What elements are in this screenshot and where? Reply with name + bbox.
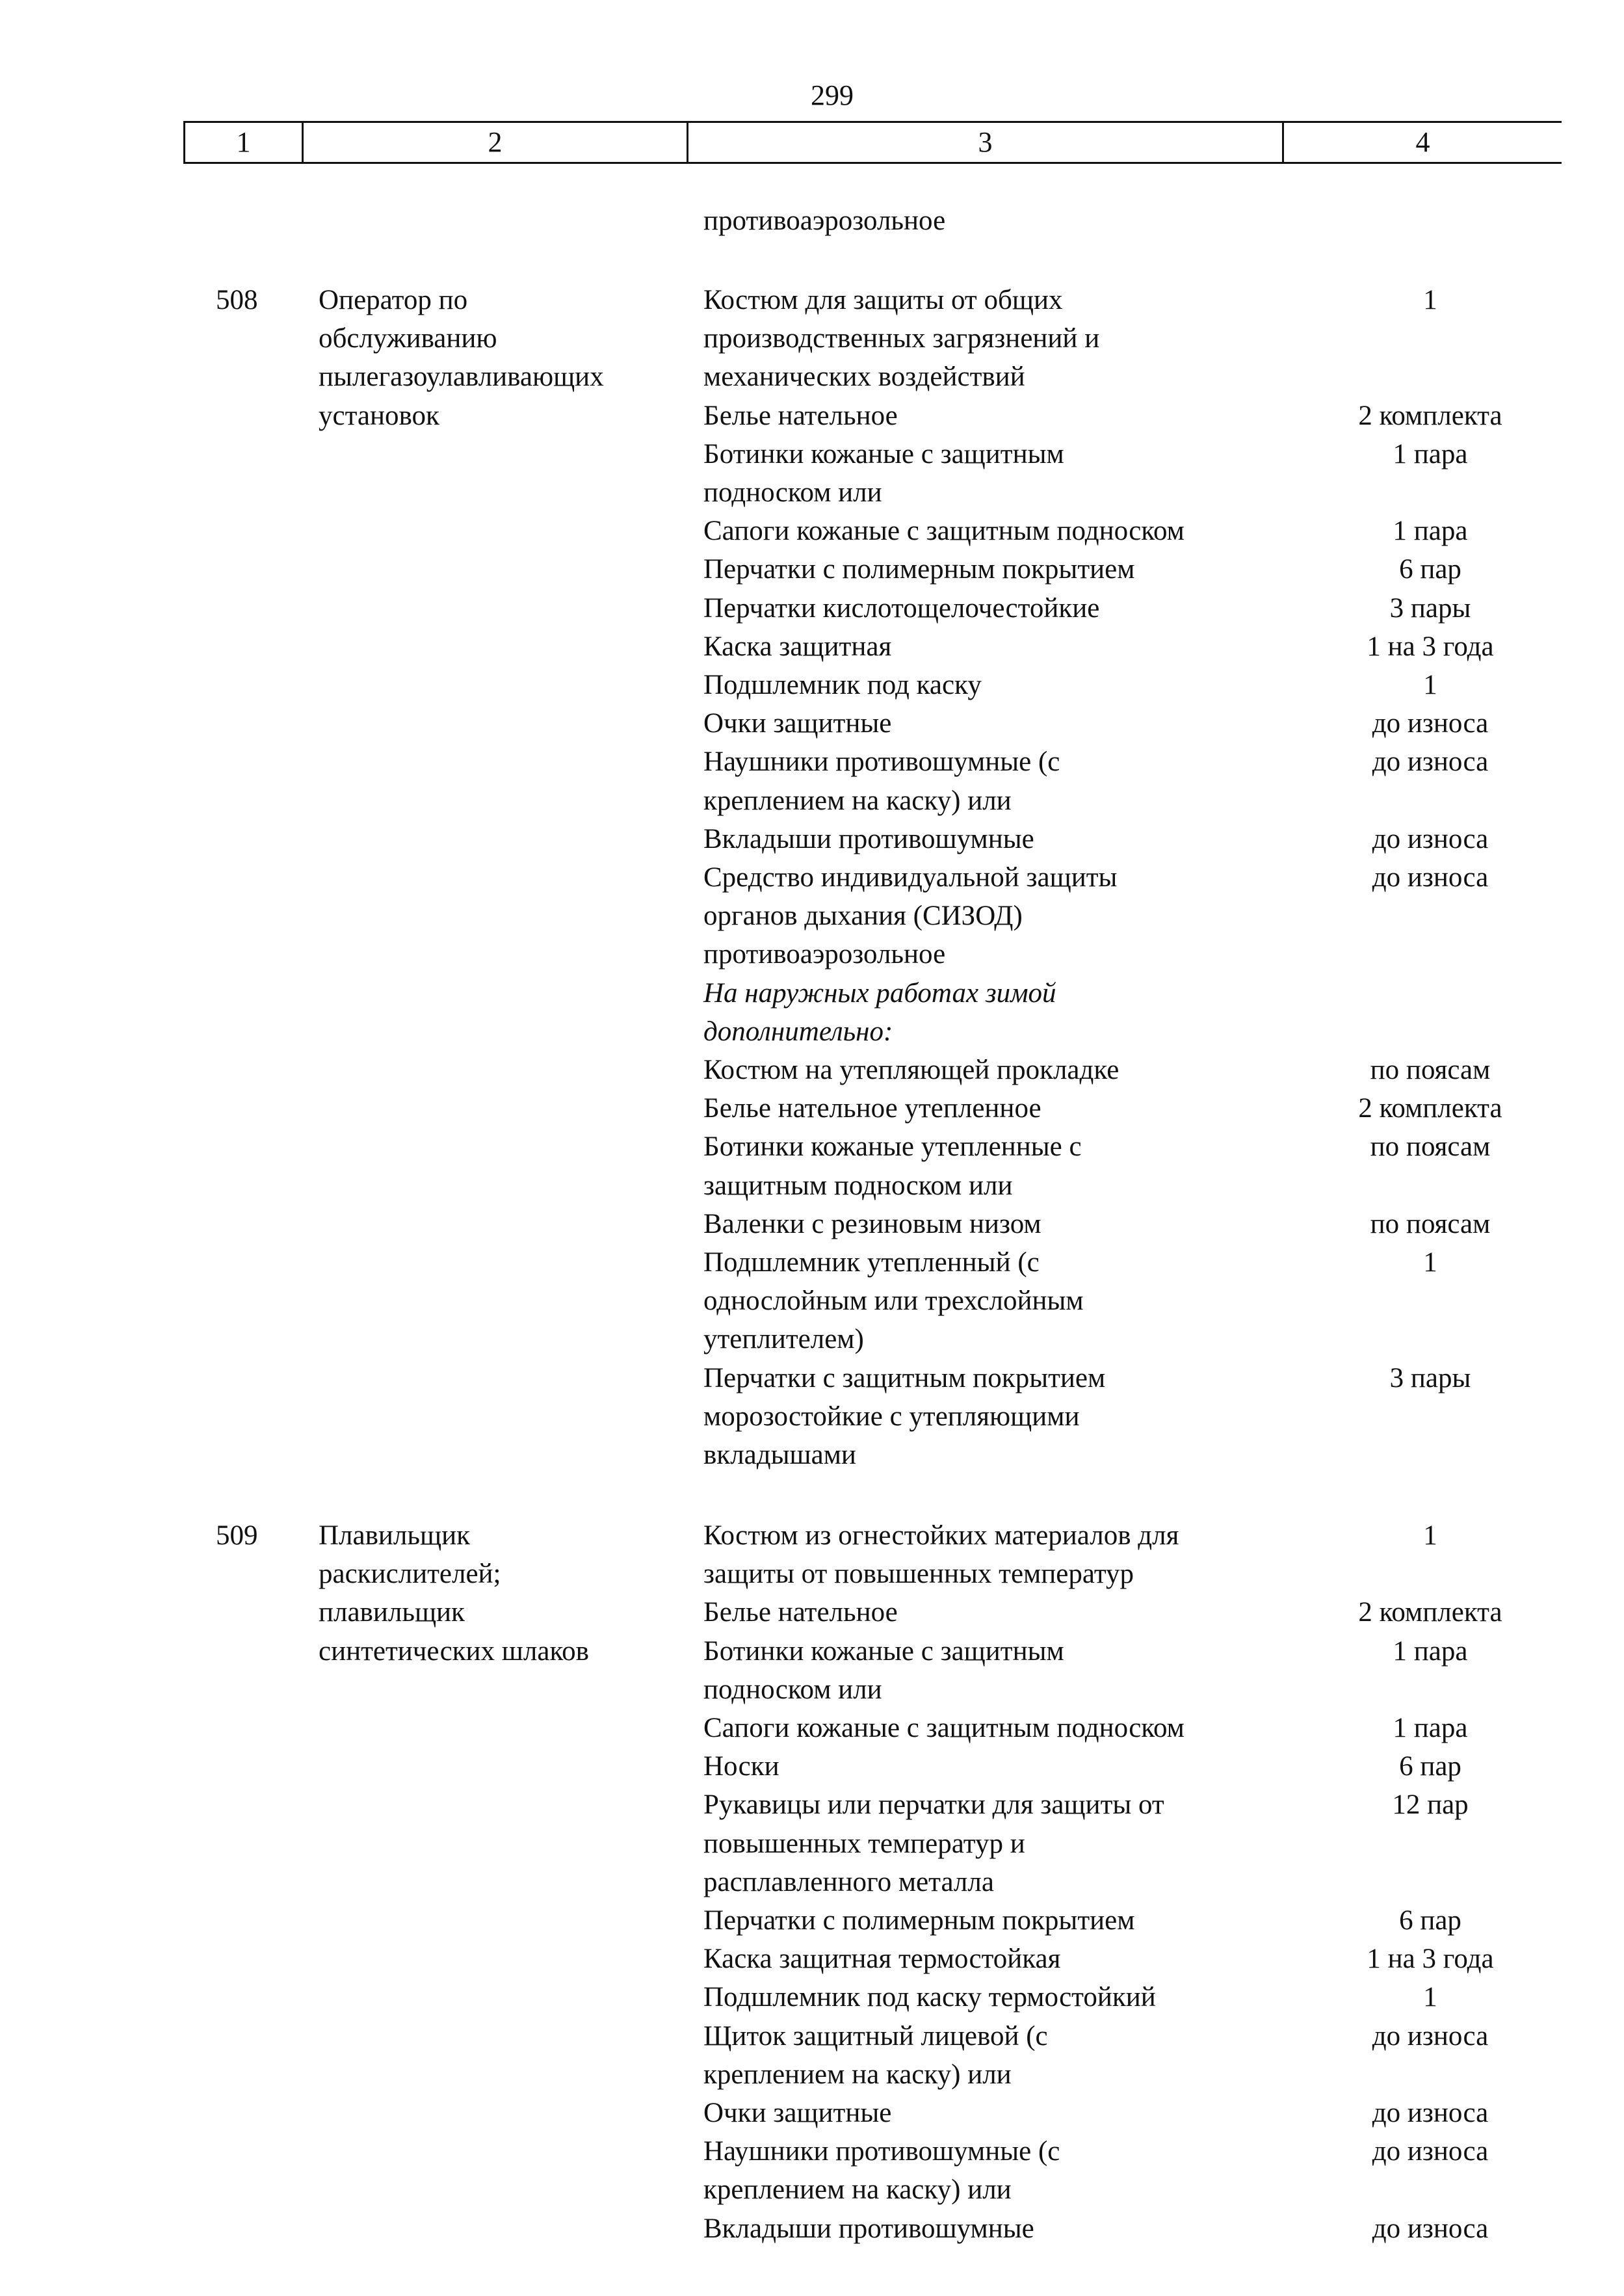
profession-line: раскислителей; [319, 1559, 501, 1589]
issue-norm: 1 пара [1393, 516, 1468, 546]
profession-line: Оператор по [319, 285, 468, 315]
profession-line: Плавильщик [319, 1520, 470, 1551]
issue-norm: 2 комплекта [1358, 401, 1502, 431]
ppe-item-line: повышенных температур и [703, 1828, 1025, 1859]
issue-norm: до износа [1372, 708, 1489, 739]
ppe-item-line: противоаэрозольное [703, 939, 946, 970]
ppe-item-line: Белье нательное утепленное [703, 1093, 1041, 1124]
issue-norm: по поясам [1370, 1209, 1491, 1239]
ppe-item-line: Валенки с резиновым низом [703, 1209, 1041, 1239]
issue-norm: 1 [1423, 285, 1437, 315]
ppe-item-line: защиты от повышенных температур [703, 1559, 1134, 1589]
profession-line: плавильщик [319, 1597, 465, 1628]
column-header-3: 3 [687, 123, 1282, 162]
column-header-4: 4 [1282, 123, 1562, 162]
ppe-item-line: механических воздействий [703, 362, 1025, 392]
ppe-item-line: креплением на каску) или [703, 785, 1012, 816]
issue-norm: 3 пары [1389, 1363, 1471, 1393]
ppe-item-line: Белье нательное [703, 1597, 898, 1628]
issue-norm: 1 [1423, 670, 1437, 700]
ppe-item-line: На наружных работах зимой [703, 978, 1056, 1009]
ppe-item-line: Ботинки кожаные с защитным [703, 439, 1064, 469]
ppe-item-line: Рукавицы или перчатки для защиты от [703, 1789, 1164, 1820]
ppe-item-line: утеплителем) [703, 1324, 864, 1354]
ppe-item-line: защитным подноском или [703, 1170, 1013, 1201]
profession-line: пылегазоулавливающих [319, 362, 604, 392]
profession-line: обслуживанию [319, 323, 497, 354]
issue-norm: 1 пара [1393, 439, 1468, 469]
ppe-item-line: вкладышами [703, 1440, 856, 1470]
ppe-item-line: расплавленного металла [703, 1867, 994, 1897]
issue-norm: 2 комплекта [1358, 1597, 1502, 1628]
issue-norm: до износа [1372, 2098, 1489, 2128]
ppe-item-line: Перчатки кислотощелочестойкие [703, 593, 1100, 624]
ppe-item-line: Костюм на утепляющей прокладке [703, 1055, 1120, 1085]
issue-norm: 1 пара [1393, 1713, 1468, 1743]
ppe-item-line: Подшлемник под каску [703, 670, 982, 700]
ppe-item-line: Наушники противошумные (с [703, 2136, 1060, 2167]
issue-norm: 12 пар [1392, 1789, 1469, 1820]
column-header-1: 1 [183, 123, 302, 162]
ppe-item-line: морозостойкие с утепляющими [703, 1401, 1080, 1432]
column-header-table [183, 121, 1562, 164]
ppe-item-line: Каска защитная [703, 631, 892, 662]
ppe-item-line: Наушники противошумные (с [703, 746, 1060, 777]
ppe-item-line: Ботинки кожаные утепленные с [703, 1131, 1082, 1162]
issue-norm: 3 пары [1389, 593, 1471, 624]
issue-norm: 1 на 3 года [1367, 631, 1494, 662]
issue-norm: 6 пар [1399, 1751, 1461, 1782]
ppe-item-line: Очки защитные [703, 2098, 892, 2128]
ppe-item-line: Вкладыши противошумные [703, 2213, 1034, 2244]
ppe-item-line: Подшлемник под каску термостойкий [703, 1982, 1156, 2012]
ppe-item-line: Вкладыши противошумные [703, 824, 1034, 854]
issue-norm: до износа [1372, 746, 1489, 777]
ppe-item-line: креплением на каску) или [703, 2059, 1012, 2090]
ppe-item-line: креплением на каску) или [703, 2174, 1012, 2205]
ppe-item-line: Перчатки с полимерным покрытием [703, 554, 1135, 585]
issue-norm: 1 [1423, 1247, 1437, 1278]
ppe-item-line: дополнительно: [703, 1016, 893, 1047]
issue-norm: до износа [1372, 2213, 1489, 2244]
page-number: 299 [811, 79, 854, 111]
profession-line: синтетических шлаков [319, 1636, 589, 1667]
ppe-item-line: Перчатки с полимерным покрытием [703, 1905, 1135, 1936]
issue-norm: 6 пар [1399, 554, 1461, 585]
ppe-item-line: Носки [703, 1751, 779, 1782]
ppe-item-line: Подшлемник утепленный (с [703, 1247, 1040, 1278]
ppe-item-line: органов дыхания (СИЗОД) [703, 901, 1023, 931]
ppe-item-line: однослойным или трехслойным [703, 1286, 1084, 1316]
issue-norm: по поясам [1370, 1055, 1491, 1085]
issue-norm: до износа [1372, 2021, 1489, 2052]
ppe-item-line: производственных загрязнений и [703, 323, 1100, 354]
issue-norm: 1 [1423, 1982, 1437, 2012]
ppe-item-line: Щиток защитный лицевой (с [703, 2021, 1048, 2052]
ppe-item-line: подноском или [703, 477, 882, 508]
column-header-2: 2 [302, 123, 687, 162]
ppe-item-line: Ботинки кожаные с защитным [703, 1636, 1064, 1667]
ppe-item-line: Каска защитная термостойкая [703, 1944, 1061, 1974]
ppe-item-line: Средство индивидуальной защиты [703, 862, 1118, 893]
issue-norm: до износа [1372, 2136, 1489, 2167]
issue-norm: 1 на 3 года [1367, 1944, 1494, 1974]
ppe-item-line: подноском или [703, 1674, 882, 1705]
ppe-item-line: Сапоги кожаные с защитным подноском [703, 516, 1185, 546]
ppe-item-line: Очки защитные [703, 708, 892, 739]
ppe-item-line: Белье нательное [703, 401, 898, 431]
continuation-text: противоаэрозольное [703, 205, 946, 236]
issue-norm: 1 [1423, 1520, 1437, 1551]
entry-number: 508 [216, 285, 258, 315]
issue-norm: до износа [1372, 862, 1489, 893]
issue-norm: 2 комплекта [1358, 1093, 1502, 1124]
issue-norm: до износа [1372, 824, 1489, 854]
ppe-item-line: Костюм для защиты от общих [703, 285, 1063, 315]
issue-norm: по поясам [1370, 1131, 1491, 1162]
entry-number: 509 [216, 1520, 258, 1551]
ppe-item-line: Перчатки с защитным покрытием [703, 1363, 1106, 1393]
issue-norm: 1 пара [1393, 1636, 1468, 1667]
profession-line: установок [319, 401, 439, 431]
issue-norm: 6 пар [1399, 1905, 1461, 1936]
ppe-item-line: Сапоги кожаные с защитным подноском [703, 1713, 1185, 1743]
ppe-item-line: Костюм из огнестойких материалов для [703, 1520, 1179, 1551]
